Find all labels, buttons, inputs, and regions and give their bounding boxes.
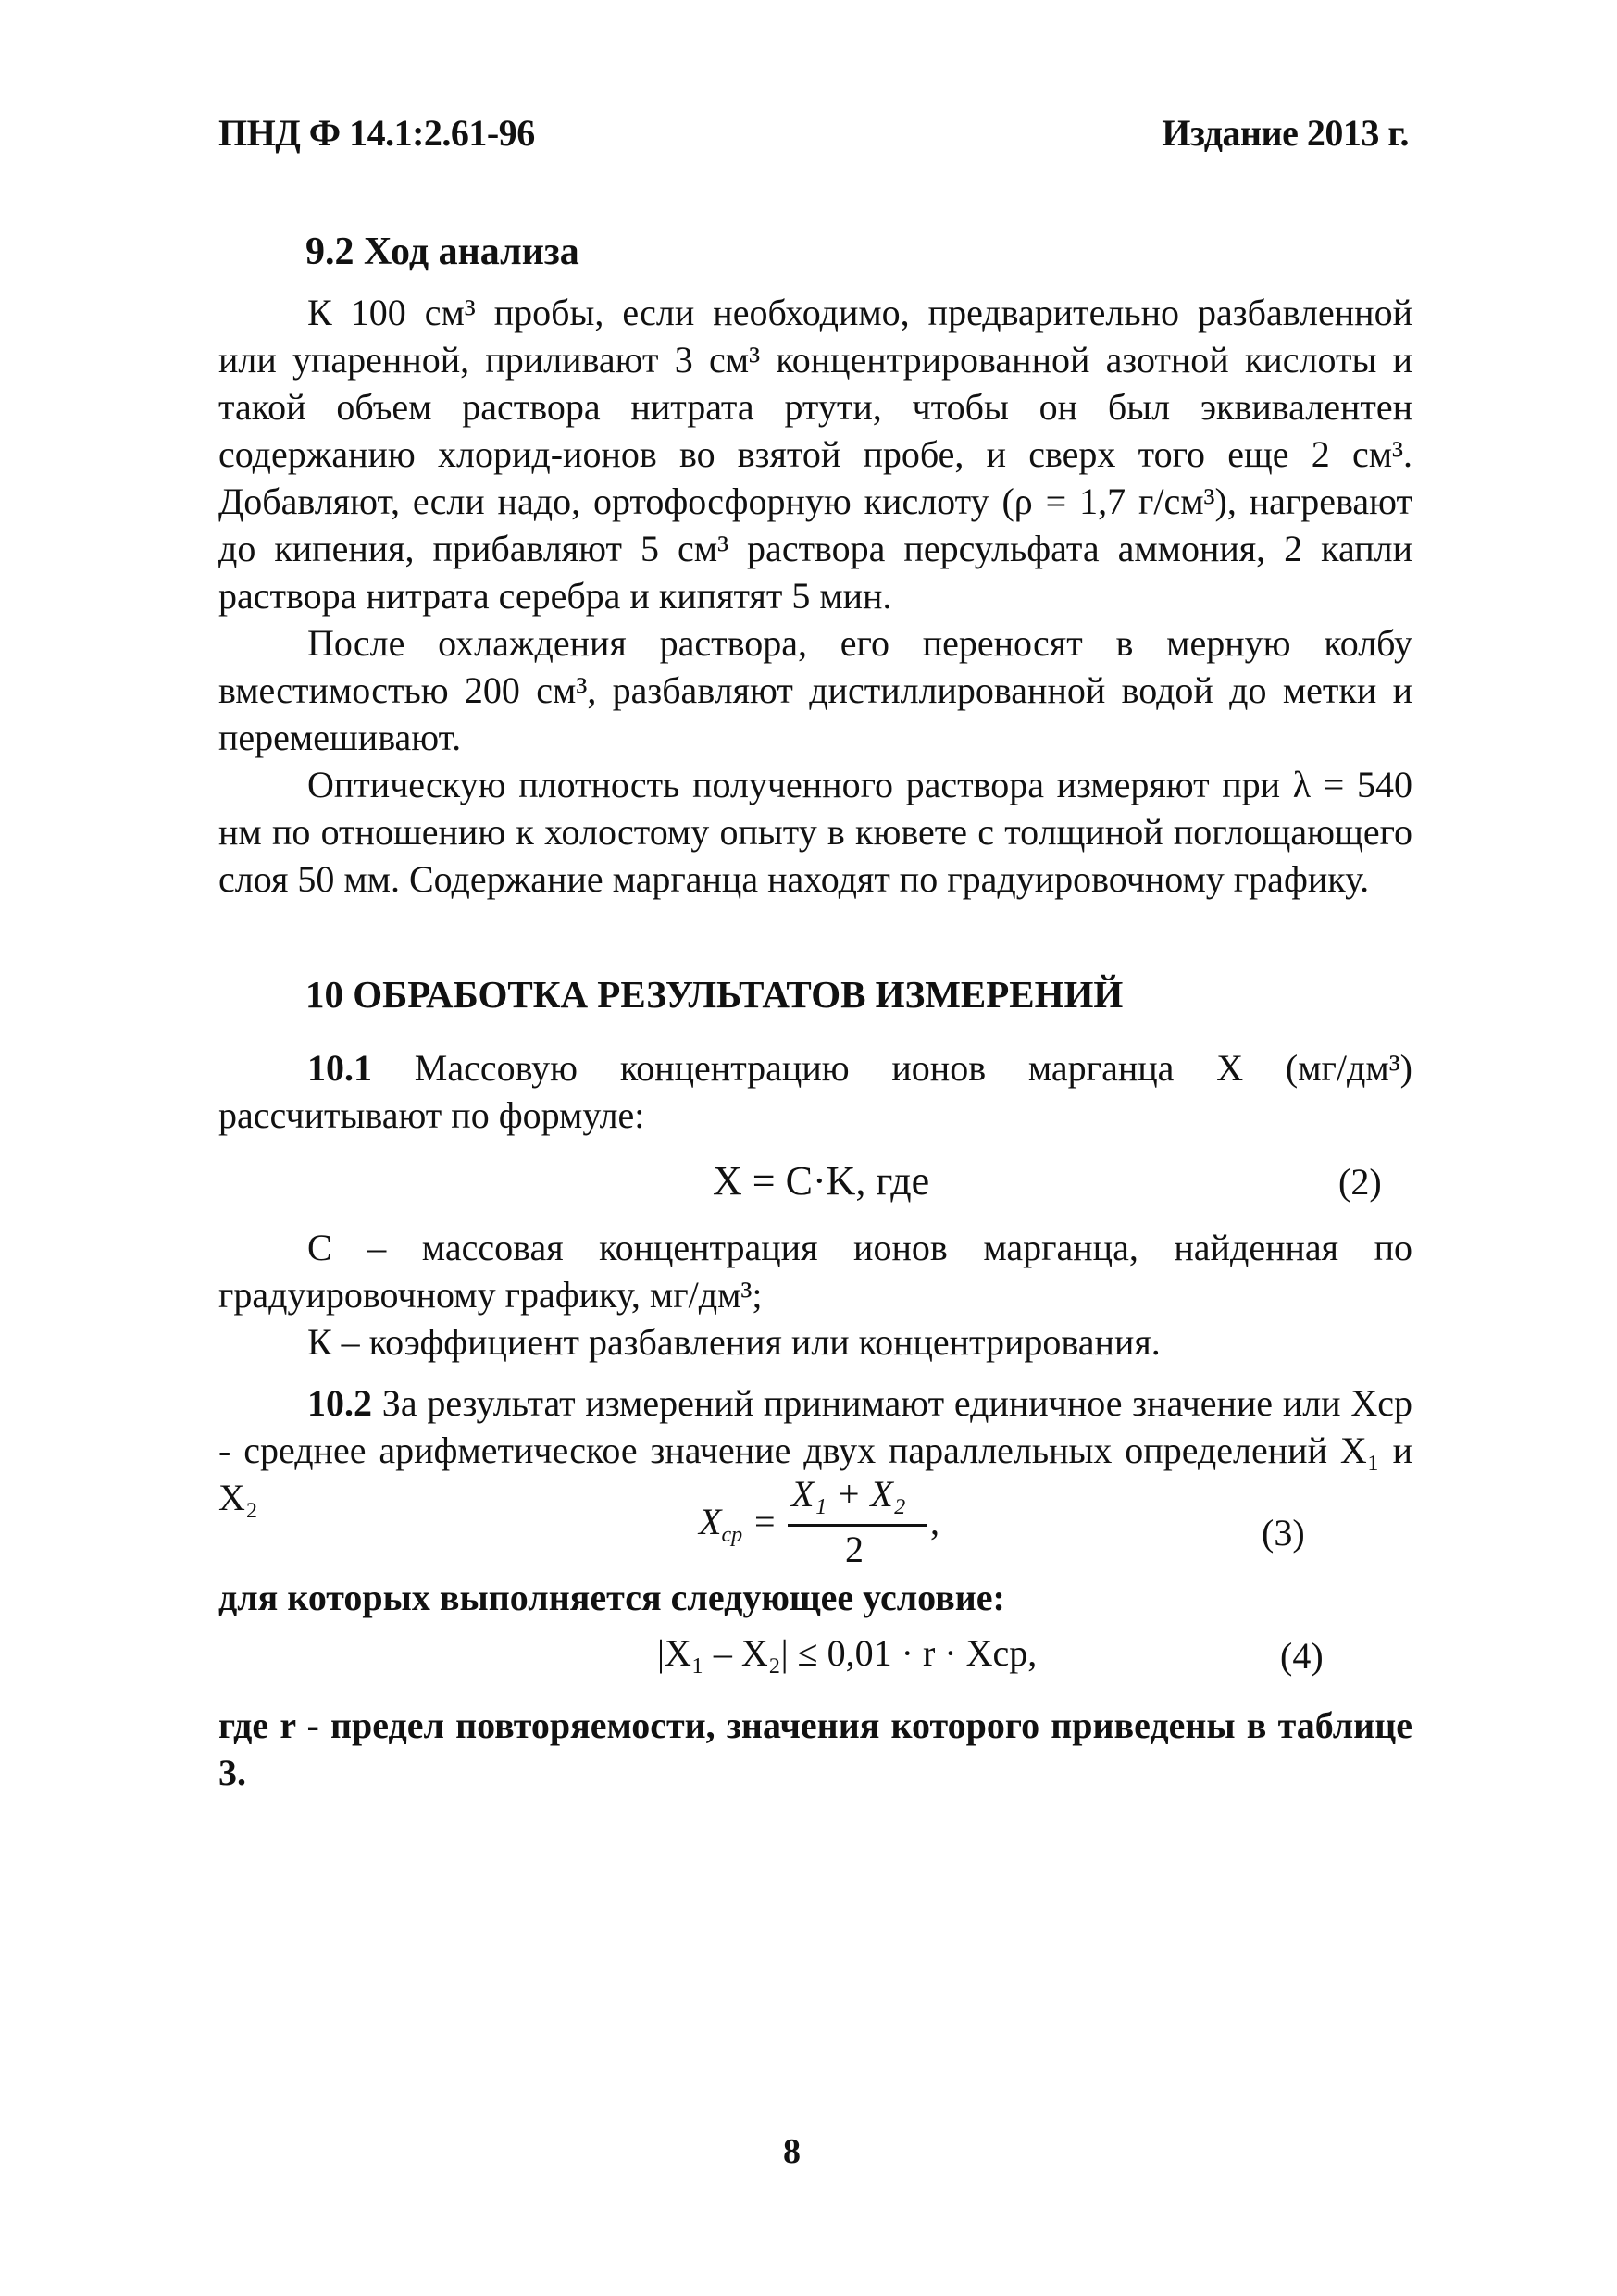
formula-2-number: (2) xyxy=(1338,1161,1382,1203)
formula-4-number: (4) xyxy=(1280,1635,1324,1677)
paragraph-cooling: После охлаждения раствора, его переносят в мерную колбу вместимостью 200 см³, разбавляют дистиллированной водой до метки и перемешивают. xyxy=(218,622,1412,758)
paragraph-10-1 xyxy=(218,1044,1412,1139)
definition-k: К – коэффициент разбавления или концентрирования. xyxy=(307,1321,1161,1363)
paragraph-optical-density: Оптическую плотность полученного раствора измеряют при λ = 540 нм по отношению к холостому опыту в кювете с толщиной поглощающего слоя 50 мм. Содержание марганца находят по градуировочному графику. xyxy=(218,764,1412,900)
condition-text: для которых выполняется следующее условие: xyxy=(218,1577,1005,1618)
formula-4: |X₁ – X₂| ≤ 0,01 · r · Xср, xyxy=(657,1632,1038,1674)
definition-c: С – массовая концентрация ионов марганца, найденная по градуировочному графику, мг/дм³; xyxy=(218,1227,1412,1316)
formula-3-lhs: $X_{ср}$ xyxy=(699,1501,743,1547)
fraction-bar xyxy=(788,1524,927,1527)
condition-line xyxy=(218,1574,1412,1621)
section-10-1-body xyxy=(218,1044,1412,1139)
final-line xyxy=(218,1702,1412,1796)
section-9-2-title: 9.2 Ход анализа xyxy=(305,231,579,273)
formula-3-equals: = xyxy=(754,1501,776,1542)
definitions xyxy=(218,1224,1412,1366)
section-9-2-body xyxy=(218,289,1412,903)
edition-label: Издание 2013 г. xyxy=(1162,112,1409,154)
clause-10-1-text: Массовую концентрацию ионов марганца X (мг/дм³) рассчитывают по формуле: xyxy=(218,1047,1412,1136)
clause-10-2-text: За результат измерений принимают единичное значение или Xср - среднее арифметическое значение двух параллельных определений X₁ и X₂ xyxy=(218,1382,1413,1518)
paragraph-procedure: К 100 см³ пробы, если необходимо, предварительно разбавленной или упаренной, приливают 3 см³ концентрированной азотной кислоты и такой объем раствора нитрата ртути, чтобы он был эквивалентен содержанию хлорид-ионов во взятой пробе, и сверх того еще 2 см³. Добавляют, если надо, ортофосфорную кислоту (ρ = 1,7 г/см³), нагревают до кипения, прибавляют 5 см³ раствора персульфата аммония, 2 капли раствора нитрата серебра и кипятят 5 мин. xyxy=(218,292,1412,617)
document-code: ПНД Ф 14.1:2.61-96 xyxy=(218,112,535,154)
clause-number-10-2: 10.2 xyxy=(307,1382,372,1424)
formula-3-fraction xyxy=(699,1472,939,1574)
formula-3-denominator: 2 xyxy=(845,1529,864,1570)
formula-3-comma: , xyxy=(930,1501,939,1542)
formula-3-number: (3) xyxy=(1262,1512,1305,1554)
repeatability-note: где r - предел повторяемости, значения которого приведены в таблице 3. xyxy=(218,1704,1412,1793)
formula-2: X = C·K, где xyxy=(713,1158,930,1204)
section-10-title: 10 ОБРАБОТКА РЕЗУЛЬТАТОВ ИЗМЕРЕНИЙ xyxy=(305,973,1124,1016)
clause-number-10-1: 10.1 xyxy=(307,1047,372,1089)
formula-3-numerator: X₁ + X₂ xyxy=(791,1473,906,1515)
page-number: 8 xyxy=(783,2132,801,2171)
